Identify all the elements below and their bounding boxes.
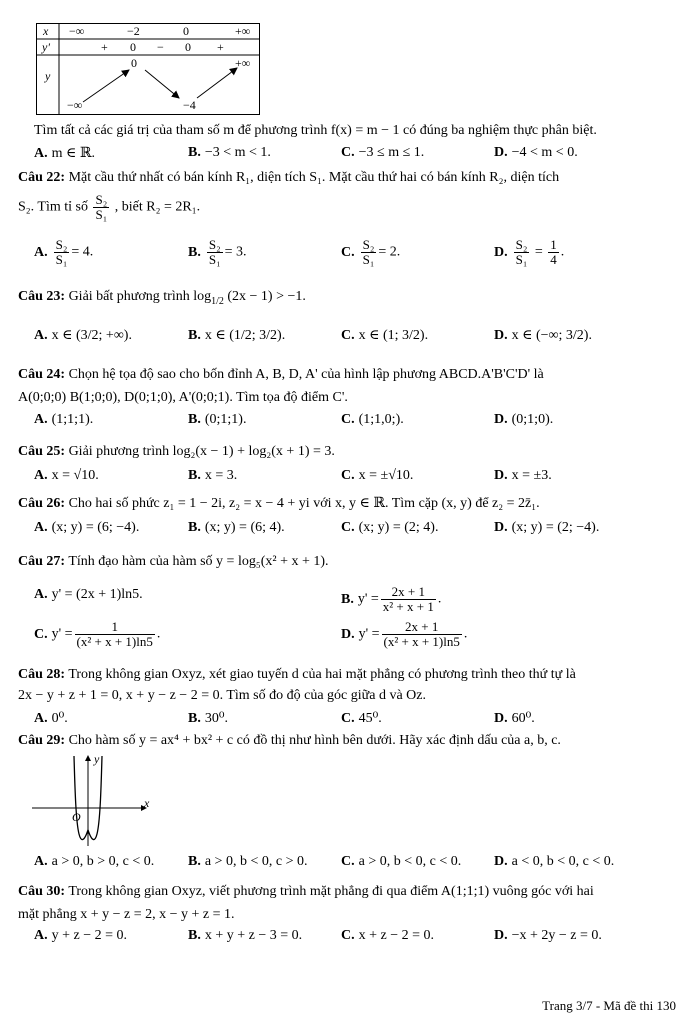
q28-stem-1: Câu 28: Trong không gian Oxyz, xét giao tuyến d của hai mặt phẳng có phương trình theo thứ tự là [18,667,576,682]
q29-option-b[interactable]: a > 0, b < 0, c > 0. [204,854,308,869]
vt-y-top-mid: 0 [131,56,137,70]
q25-stem: Câu 25: Giải phương trình log₂(x − 1) + log₂(x + 1) = 3. [18,444,335,459]
vt-yprime-sign3: + [217,40,224,54]
q28-option-b[interactable]: 30⁰. [204,711,228,726]
q27-stem: Câu 27: Tính đạo hàm của hàm số y = log₅(x² + x + 1). [18,554,329,569]
graph-y-label: y [94,752,100,766]
q22-stem-1: Câu 22: Mặt cầu thứ nhất có bán kính R₁, diện tích S₁. Mặt cầu thứ hai có bán kính R₂, diện tích [18,170,560,185]
q22-option-a[interactable]: A. $\frac{\text{S₂}}{\text{S₁}}$ = 4. [34,237,94,267]
q25-option-d[interactable]: x = ±3. [511,468,552,483]
q22-option-b[interactable]: B. $\frac{\text{S₂}}{\text{S₁}}$ = 3. [188,237,247,267]
q30-option-c[interactable]: x + z − 2 = 0. [358,928,435,943]
q21-options: A. m ∈ ℝ. B. −3 < m < 1. C. −3 ≤ m ≤ 1. D. −4 < m < 0. [34,145,578,161]
q26-label: Câu 26: [18,496,66,511]
q24-option-a[interactable]: (1;1;1). [51,412,94,427]
vt-yprime-label: y' [42,40,50,54]
q22-stem-2: S₂. Tìm tỉ số $\frac{\text{S₂}}{\text{S₁}}$ , biết R₂ = 2R₁. [18,192,201,222]
q24-option-c[interactable]: (1;1,0;). [358,412,404,427]
q23-option-c[interactable]: x ∈ (1; 3/2). [358,328,429,343]
q26-option-c[interactable]: (x; y) = (2; 4). [358,520,439,535]
vt-y-label: y [45,69,51,83]
q24-option-b[interactable]: (0;1;1). [204,412,247,427]
q24-stem-1: Câu 24: Chọn hệ tọa độ sao cho bốn đỉnh A, B, D, A' của hình lập phương ABCD.A'B'C'D' là [18,367,544,382]
q24-options: A. (1;1;1). B. (0;1;1). C. (1;1,0;). D. (0;1;0). [34,412,554,427]
vt-x-neg-inf: −∞ [69,24,85,38]
vt-x-label: x [43,24,49,38]
q22-label: Câu 22: [18,170,66,185]
q27-option-b[interactable]: B. y' = $\frac{2x + 1}{\text{x² + x + 1}}$ . [341,584,442,614]
q29-option-a[interactable]: a > 0, b > 0, c < 0. [51,854,155,869]
graph-origin-label: O [72,810,81,824]
q30-option-d[interactable]: −x + 2y − z = 0. [511,928,602,943]
q28-label: Câu 28: [18,667,66,682]
q29-stem: Câu 29: Cho hàm số y = ax⁴ + bx² + c có đồ thị như hình bên dưới. Hãy xác định dấu của a, b, c. [18,733,561,748]
q21-option-d[interactable]: −4 < m < 0. [511,145,578,160]
q26-option-d[interactable]: (x; y) = (2; −4). [511,520,600,535]
q30-options: A. y + z − 2 = 0. B. x + y + z − 3 = 0. C. x + z − 2 = 0. D. −x + 2y − z = 0. [34,928,602,943]
q25-option-a[interactable]: x = √10. [51,468,99,483]
q23-label: Câu 23: [18,289,66,304]
q27-options-row2 [34,620,684,656]
q24-option-d[interactable]: (0;1;0). [511,412,554,427]
q22-option-d[interactable]: D. $\frac{\text{S₂}}{\text{S₁}}$ = $\frac{1}{4}$ . [494,237,565,267]
q29-graph-svg [28,752,158,848]
q21-option-c[interactable]: −3 ≤ m ≤ 1. [358,145,425,160]
q30-stem-2: mặt phẳng x + y − z = 2, x − y + z = 1. [18,907,235,922]
page-footer: Trang 3/7 - Mã đề thi 130 [542,998,676,1013]
q24-stem-2: A(0;0;0) B(1;0;0), D(0;1;0), A'(0;0;1). Tìm tọa độ điểm C'. [18,390,348,405]
q28-option-c[interactable]: 45⁰. [358,711,382,726]
q29-option-d[interactable]: a < 0, b < 0, c < 0. [511,854,615,869]
q29-label: Câu 29: [18,733,66,748]
vt-yprime-zero1: 0 [130,40,136,54]
q27-option-d[interactable]: D. y' = $\frac{2x + 1}{\text{(x² + x + 1)ln5}}$ . [341,619,468,649]
graph-x-label: x [144,796,150,810]
q22-options [34,238,684,272]
q28-stem-2: 2x − y + z + 1 = 0, x + y − z − 2 = 0. Tìm số đo độ của góc giữa d và Oz. [18,688,426,703]
vt-y-bottom-mid: −4 [183,98,196,112]
q26-stem: Câu 26: Cho hai số phức z₁ = 1 − 2i, z₂ = x − 4 + yi với x, y ∈ ℝ. Tìm cặp (x, y) để z₂ = 2z̄₁. [18,496,540,511]
q23-option-d[interactable]: x ∈ (−∞; 3/2). [511,328,592,343]
q28-option-d[interactable]: 60⁰. [511,711,535,726]
q23-option-b[interactable]: x ∈ (1/2; 3/2). [204,328,286,343]
q29-option-c[interactable]: a > 0, b < 0, c < 0. [358,854,462,869]
q23-options: A. x ∈ (3/2; +∞). B. x ∈ (1/2; 3/2). C. x ∈ (1; 3/2). D. x ∈ (−∞; 3/2). [34,328,592,343]
q30-label: Câu 30: [18,884,66,899]
q30-option-b[interactable]: x + y + z − 3 = 0. [204,928,303,943]
q28-options: A. 0⁰. B. 30⁰. C. 45⁰. D. 60⁰. [34,711,535,726]
vt-x-zero: 0 [183,24,189,38]
q24-label: Câu 24: [18,367,66,382]
q25-label: Câu 25: [18,444,66,459]
q27-label: Câu 27: [18,554,66,569]
vt-yprime-zero2: 0 [185,40,191,54]
vt-x-pos-inf: +∞ [235,24,251,38]
q29-graph [28,752,158,848]
q23-option-a[interactable]: x ∈ (3/2; +∞). [51,328,132,343]
vt-x-minus2: −2 [127,24,140,38]
q29-options: A. a > 0, b > 0, c < 0. B. a > 0, b < 0, c > 0. C. a > 0, b < 0, c < 0. D. a < 0, b < 0, c < 0. [34,854,615,869]
q25-options: A. x = √10. B. x = 3. C. x = ±√10. D. x = ±3. [34,468,552,483]
vt-yprime-sign2: − [157,40,164,54]
q23-stem: Câu 23: Giải bất phương trình $\log_{1/2} (2x - 1) > -1$. [18,289,306,307]
q21-stem: Tìm tất cả các giá trị của tham số m để phương trình f(x) = m − 1 có đúng ba nghiệm thực phân biệt. [34,123,597,138]
q27-option-c[interactable]: C. y' = $\frac{1}{\text{(x² + x + 1)ln5}}$ . [34,619,161,649]
q21-option-b[interactable]: −3 < m < 1. [204,145,271,160]
q26-options: A. (x; y) = (6; −4). B. (x; y) = (6; 4). C. (x; y) = (2; 4). D. (x; y) = (2; −4). [34,520,600,535]
q28-option-a[interactable]: 0⁰. [51,711,68,726]
q26-option-b[interactable]: (x; y) = (6; 4). [204,520,285,535]
q23-log-base: 1/2 [211,295,224,307]
q27-option-a[interactable]: y' = (2x + 1)ln5. [51,587,143,602]
q30-stem-1: Câu 30: Trong không gian Oxyz, viết phương trình mặt phẳng đi qua điểm A(1;1;1) vuông góc với hai [18,884,594,899]
variation-table [36,23,260,115]
vt-y-top-right: +∞ [235,56,251,70]
q25-option-c[interactable]: x = ±√10. [358,468,414,483]
q27-options-row1: A. y' = (2x + 1)ln5. B. y' = $\frac{2x + 1}{\text{x² + x + 1}}$ . [34,584,442,614]
q22-option-c[interactable]: C. $\frac{\text{S₂}}{\text{S₁}}$ = 2. [341,237,401,267]
vt-y-bottom-left: −∞ [67,98,83,112]
q21-option-a[interactable]: m ∈ ℝ. [51,146,96,161]
q26-option-a[interactable]: (x; y) = (6; −4). [51,520,140,535]
vt-yprime-sign1: + [101,40,108,54]
q30-option-a[interactable]: y + z − 2 = 0. [51,928,128,943]
q25-option-b[interactable]: x = 3. [204,468,238,483]
